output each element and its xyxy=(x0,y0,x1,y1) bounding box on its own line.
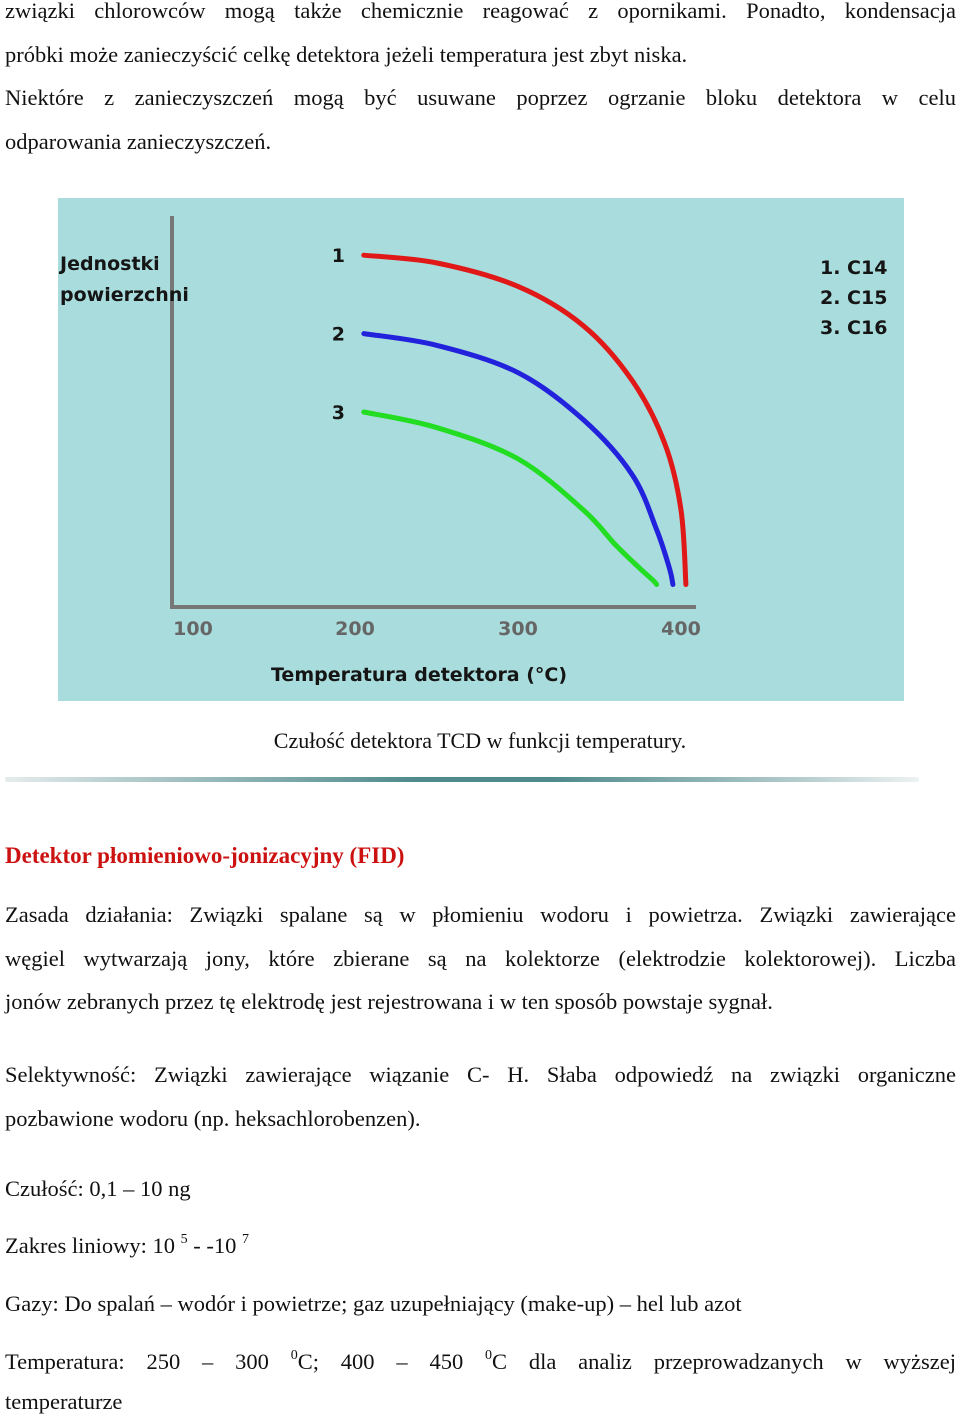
x-axis-label: Temperatura detektora (°C) xyxy=(271,664,568,686)
x-tick-300: 300 xyxy=(498,618,538,640)
principle-line-3: jonów zebranych przez tę elektrodę jest rejestrowana i w ten sposób powstaje sygnał. xyxy=(5,989,773,1014)
y-axis-label-line-1: Jednostki xyxy=(60,253,160,275)
x-tick-200: 200 xyxy=(335,618,375,640)
linear-range-prefix: Zakres liniowy: 10 xyxy=(5,1233,175,1258)
series-line-c16 xyxy=(364,412,657,585)
tcd-sensitivity-chart xyxy=(58,198,904,701)
fid-principle-paragraph xyxy=(5,893,956,1024)
linear-range-middle: - -10 xyxy=(187,1233,237,1258)
temperature-part-2: C; 400 – 450 xyxy=(297,1349,486,1374)
series-number-label-2: 2 xyxy=(331,323,346,346)
intro-line-4: odparowania zanieczyszczeń. xyxy=(5,128,272,154)
legend-item-c16: 3. C16 xyxy=(820,317,888,339)
series-number-label-3: 3 xyxy=(331,402,346,424)
principle-line-1: Zasada działania: Związki spalane są w płomieniu wodoru i powietrza. Związki zawierające xyxy=(5,902,956,927)
temperature-line-2: temperaturze xyxy=(5,1389,123,1414)
series-number-label-1: 1 xyxy=(331,245,346,268)
x-tick-400: 400 xyxy=(661,618,701,640)
fid-gases: Gazy: Do spalań – wodór i powietrze; gaz uzupełniający (make-up) – hel lub azot xyxy=(5,1291,742,1316)
fid-selectivity-paragraph xyxy=(5,1053,956,1140)
intro-line-3: Niektóre z zanieczyszczeń mogą być usuwane poprzez ogrzanie bloku detektora w celu xyxy=(5,85,956,110)
temperature-part-3: C dla analiz przeprowadzanych w wyższej xyxy=(492,1349,957,1374)
fid-heading: Detektor płomieniowo-jonizacyjny (FID) xyxy=(5,843,405,868)
intro-paragraph xyxy=(5,0,956,163)
fid-temperature-paragraph xyxy=(5,1342,956,1422)
fid-linear-range xyxy=(5,1233,249,1259)
y-axis-label-line-2: powierzchni xyxy=(60,284,189,306)
temperature-degree-1: 0 xyxy=(290,1348,298,1363)
x-tick-100: 100 xyxy=(173,618,213,640)
series-layer xyxy=(332,245,686,584)
intro-line-2: próbki może zanieczyścić celkę detektora jeżeli temperatura jest zbyt niska. xyxy=(5,41,688,67)
section-divider xyxy=(5,777,919,782)
temperature-line-1 xyxy=(5,1342,956,1382)
temperature-part-1: Temperatura: 250 – 300 xyxy=(5,1349,291,1374)
chart-canvas xyxy=(58,198,904,701)
legend-item-c15: 2. C15 xyxy=(820,287,888,309)
temperature-degree-2: 0 xyxy=(485,1348,493,1363)
fid-sensitivity: Czułość: 0,1 – 10 ng xyxy=(5,1176,191,1201)
selectivity-line-1: Selektywność: Związki zawierające wiązanie C- H. Słaba odpowiedź na związki organiczne xyxy=(5,1062,956,1087)
figure-caption: Czułość detektora TCD w funkcji temperatury. xyxy=(273,728,687,753)
principle-line-2: węgiel wytwarzają jony, które zbierane są na kolektorze (elektrodzie kolektorowej). Liczba xyxy=(5,945,956,971)
linear-range-exp-1: 5 xyxy=(180,1232,188,1247)
intro-line-1: związki chlorowców mogą także chemicznie reagować z opornikami. Ponadto, kondensacja xyxy=(5,0,956,23)
linear-range-exp-2: 7 xyxy=(241,1232,249,1247)
selectivity-line-2: pozbawione wodoru (np. heksachlorobenzen). xyxy=(5,1105,421,1131)
legend-item-c14: 1. C14 xyxy=(820,257,888,279)
